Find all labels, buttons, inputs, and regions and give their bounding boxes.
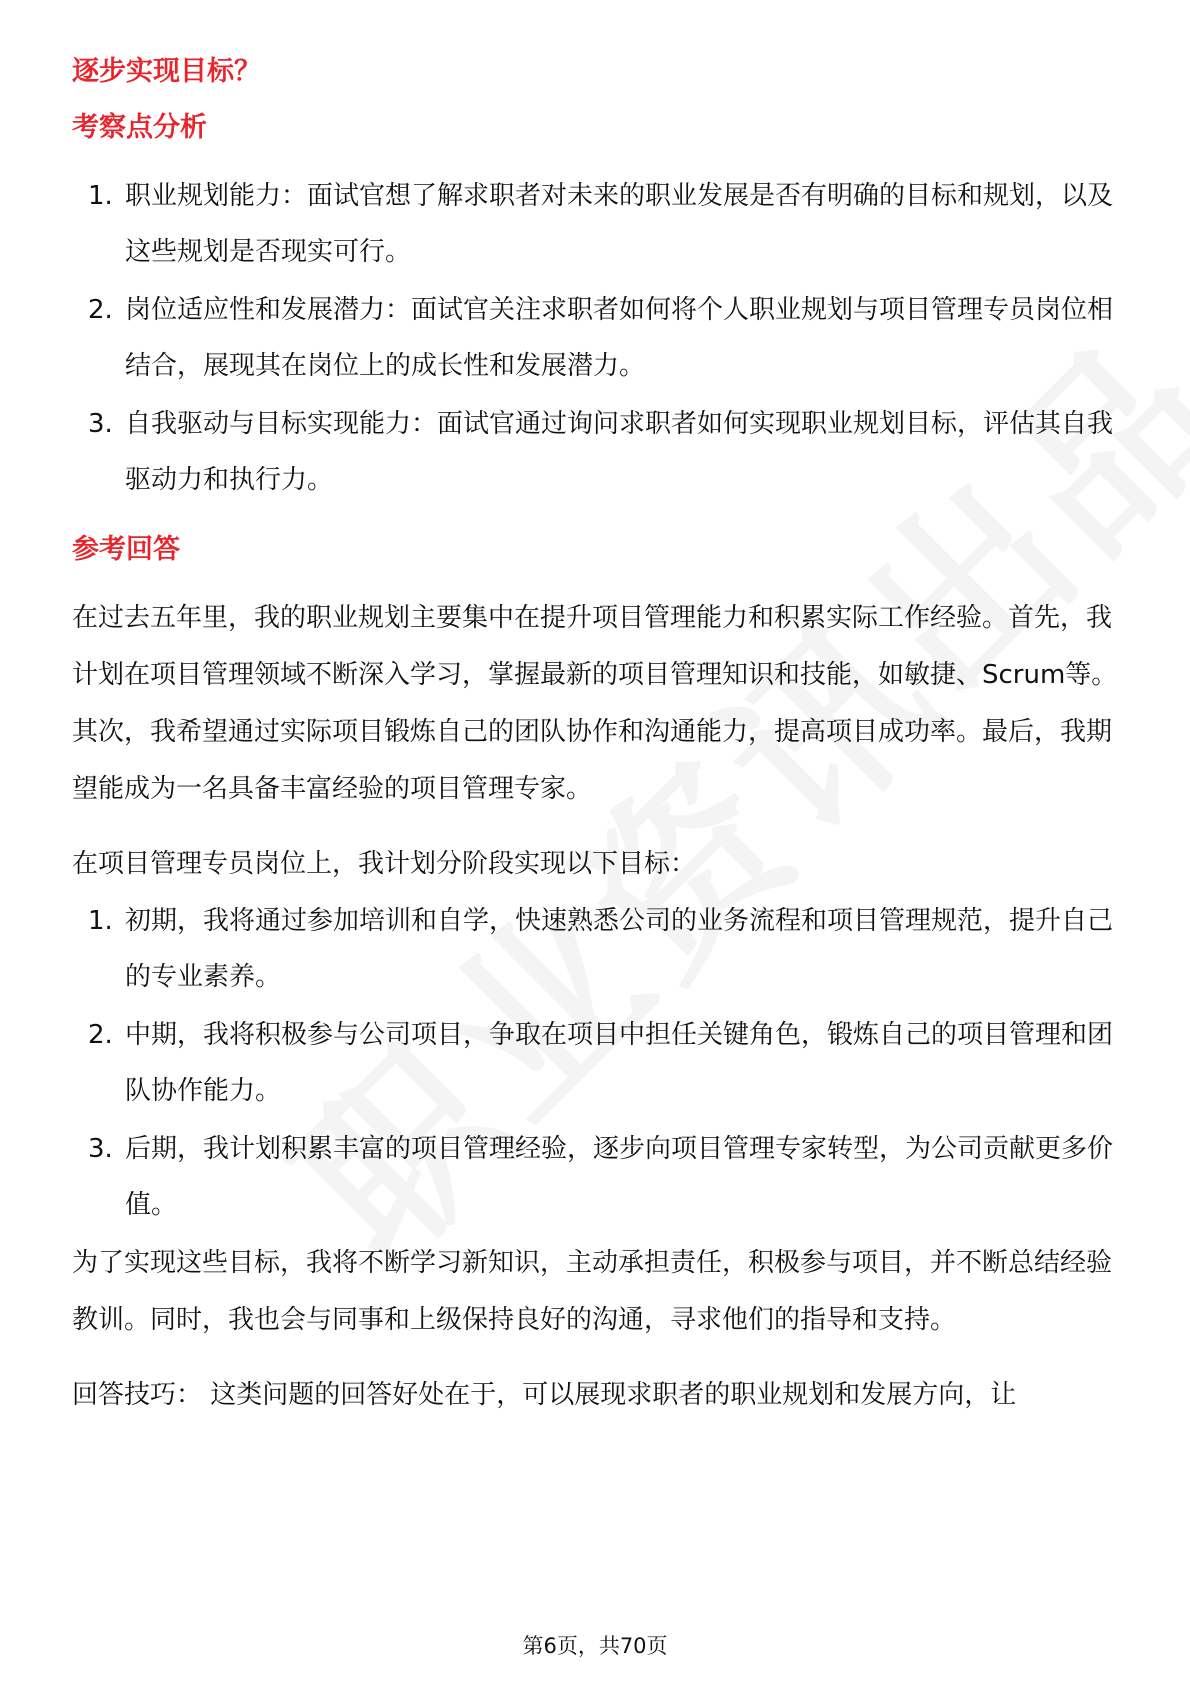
list-item [72, 1121, 1122, 1233]
answer-paragraph: 为了实现这些目标，我将不断学习新知识，主动承担责任，积极参与项目，并不断总结经验教训。同时，我也会与同事和上级保持良好的沟通，寻求他们的指导和支持。 [72, 1248, 1113, 1335]
list-item [72, 893, 1122, 1005]
answer-heading: 参考回答 [72, 534, 180, 565]
analysis-list [72, 168, 1122, 508]
answer-tips: 回答技巧： 这类问题的回答好处在于，可以展现求职者的职业规划和发展方向，让 [72, 1380, 1017, 1410]
analysis-heading: 考察点分析 [72, 112, 207, 143]
list-item-number: 1. [88, 906, 113, 936]
list-item-number: 2. [88, 295, 113, 325]
list-item-text: 自我驱动与目标实现能力：面试官通过询问求职者如何实现职业规划目标，评估其自我驱动力和执行力。 [125, 409, 1114, 495]
list-item-text: 后期，我计划积累丰富的项目管理经验，逐步向项目管理专家转型，为公司贡献更多价值。 [125, 1134, 1114, 1220]
page-number-footer: 第6页，共70页 [522, 1634, 668, 1658]
answer-paragraph: 在项目管理专员岗位上，我计划分阶段实现以下目标： [72, 849, 697, 879]
list-item [72, 1007, 1122, 1119]
question-title-tail: 逐步实现目标？ [72, 56, 261, 87]
list-item-number: 2. [88, 1020, 113, 1050]
list-item [72, 396, 1122, 508]
list-item-number: 3. [88, 409, 113, 439]
list-item [72, 282, 1122, 394]
list-item-text: 岗位适应性和发展潜力：面试官关注求职者如何将个人职业规划与项目管理专员岗位相结合，展现其在岗位上的成长性和发展潜力。 [125, 295, 1114, 381]
list-item [72, 168, 1122, 280]
list-item-text: 初期，我将通过参加培训和自学，快速熟悉公司的业务流程和项目管理规范，提升自己的专业素养。 [125, 906, 1114, 992]
answer-paragraph: 在过去五年里，我的职业规划主要集中在提升项目管理能力和积累实际工作经验。首先，我计划在项目管理领域不断深入学习，掌握最新的项目管理知识和技能，如敏捷、Scrum等。其次，我希望通过实际项目锻炼自己的团队协作和沟通能力，提高项目成功率。最后，我期望能成为一名具备丰富经验的项目管理专家。 [72, 603, 1118, 804]
list-item-number: 1. [88, 181, 113, 211]
list-item-number: 3. [88, 1134, 113, 1164]
list-item-text: 中期，我将积极参与公司项目，争取在项目中担任关键角色，锻炼自己的项目管理和团队协作能力。 [125, 1020, 1114, 1106]
list-item-text: 职业规划能力：面试官想了解求职者对未来的职业发展是否有明确的目标和规划，以及这些规划是否现实可行。 [125, 181, 1114, 267]
stages-list [72, 893, 1122, 1233]
page-content [72, 52, 1122, 1424]
